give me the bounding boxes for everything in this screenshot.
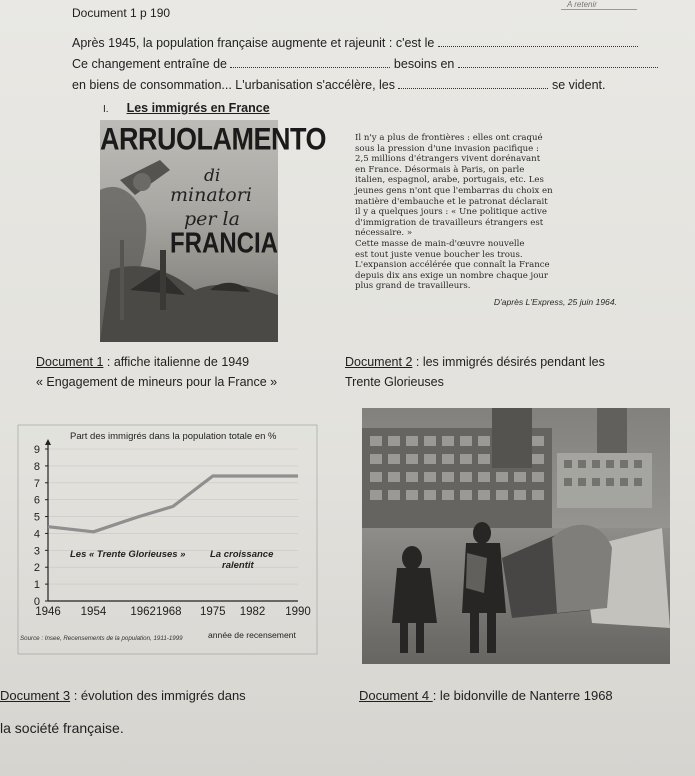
chart-title: Part des immigrés dans la population totale en % <box>70 431 277 442</box>
doc2-line: Il n'y a plus de frontières : elles ont craqué <box>355 133 543 143</box>
doc2-line: nécessaire. » <box>355 228 413 239</box>
doc4-caption: Document 4 : le bidonville de Nanterre 1968 <box>359 688 613 703</box>
answer-blank-4[interactable] <box>398 78 548 89</box>
doc2-line: depuis dix ans exige un nombre chaque jour <box>355 270 549 281</box>
poster-text-per-la: per la <box>184 208 240 230</box>
photo-illustration <box>362 408 670 664</box>
chart-y-tick-label: 3 <box>33 545 40 558</box>
doc2-line: italien, espagnol, arabe, portugais, etc. Les <box>355 175 544 186</box>
doc2-line: plus grand de travailleurs. <box>355 281 471 292</box>
chart-annotation: Les « Trente Glorieuses » <box>70 549 186 561</box>
chart-y-tick-label: 8 <box>33 460 40 473</box>
chart-y-tick-label: 6 <box>33 494 40 507</box>
chart-x-tick-label: 1946 <box>35 606 61 618</box>
chart-y-tick-label: 1 <box>33 579 40 592</box>
doc3-caption: Document 3 : évolution des immigrés dans <box>0 688 246 703</box>
doc1-subcaption: « Engagement de mineurs pour la France » <box>36 375 278 389</box>
nanterre-slum-photo <box>362 408 670 664</box>
doc2-line: d'immigration de travailleurs étrangers est <box>355 217 544 228</box>
chart-x-tick-label: 1982 <box>239 606 266 618</box>
answer-blank-2[interactable] <box>230 57 390 68</box>
answer-blank-1[interactable] <box>438 36 638 47</box>
chart-y-tick-label: 7 <box>33 477 40 490</box>
immigrants-chart <box>18 425 318 655</box>
chart-source: Source : Insee, Recensements de la population, 1911-1999 <box>20 635 183 642</box>
chart-series-line <box>48 476 298 532</box>
chart-annotation: ralentit <box>222 560 254 572</box>
doc2-line: est tout juste venue boucher les trous. <box>355 249 523 260</box>
chart-y-tick-label: 0 <box>33 596 40 608</box>
doc2-source: D'après L'Express, 25 juin 1964. <box>493 296 617 307</box>
doc2-subcaption: Trente Glorieuses <box>345 375 444 389</box>
chart-y-tick-label: 9 <box>33 444 40 456</box>
doc2-line: L'expansion accélérée que connaît la France <box>355 260 550 271</box>
question-line-3: en biens de consommation... L'urbanisation s'accélère, les se vident. <box>72 78 606 92</box>
chart-y-axis-arrow <box>45 439 51 445</box>
poster-text-di: di <box>204 166 221 186</box>
section-heading: I. Les immigrés en France <box>103 101 270 115</box>
question-line-1: Après 1945, la population française augmente et rajeunit : c'est le <box>72 36 638 50</box>
doc2-caption: Document 2 : les immigrés désirés pendant les <box>345 355 605 369</box>
page-header: Document 1 p 190 <box>72 6 171 20</box>
chart-y-tick-label: 5 <box>33 511 40 524</box>
poster-title: ARRUOLAMENTO <box>100 121 326 157</box>
doc2-line: matière d'embauche et le patronat déclarait <box>355 196 548 207</box>
chart-x-tick-label: 1954 <box>80 606 107 618</box>
chart-y-tick-label: 4 <box>33 528 40 541</box>
chart-svg <box>18 425 318 655</box>
poster-text-francia: FRANCIA <box>170 227 278 260</box>
doc2-line: 2,5 millions d'étrangers vivent dorénavant <box>355 154 541 165</box>
corner-note: A retenir <box>561 0 637 10</box>
chart-y-tick-label: 2 <box>33 562 40 575</box>
poster-text-minatori: minatori <box>170 184 252 206</box>
doc2-line: jeunes gens n'ont que l'embarras du choix en <box>355 185 553 196</box>
final-line: la société française. <box>0 720 124 736</box>
doc2-line: il y a quelques jours : « Une politique active <box>355 207 547 218</box>
chart-xlabel: année de recensement <box>208 630 296 640</box>
chart-frame <box>18 425 317 654</box>
doc2-line: en France. Désormais à Paris, on parle <box>355 164 525 175</box>
answer-blank-3[interactable] <box>458 57 658 68</box>
doc2-line: Cette masse de main-d'œuvre nouvelle <box>355 238 525 249</box>
chart-x-tick-label: 1975 <box>199 606 226 618</box>
chart-x-tick-label: 19621968 <box>130 606 182 618</box>
doc1-caption: Document 1 : affiche italienne de 1949 <box>36 355 250 369</box>
question-line-2: Ce changement entraîne de besoins en <box>72 57 658 71</box>
italian-poster-image <box>100 120 326 342</box>
chart-annotation: La croissance <box>210 549 274 561</box>
chart-x-tick-label: 1990 <box>285 606 311 618</box>
doc2-line: sous la pression d'une invasion pacifique : <box>355 143 539 154</box>
doc2-text-block <box>355 133 617 308</box>
